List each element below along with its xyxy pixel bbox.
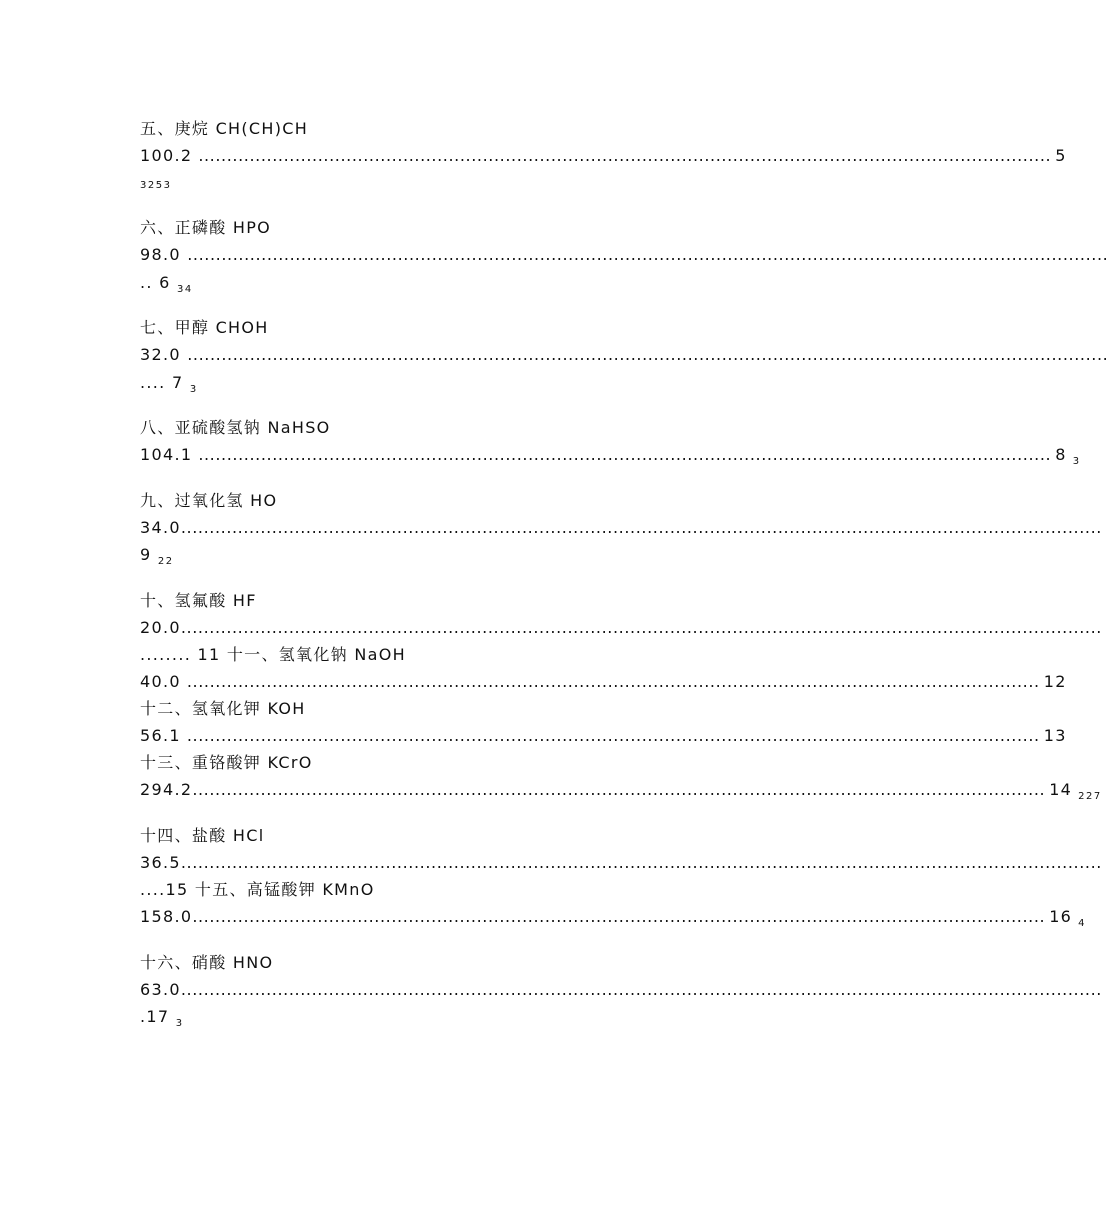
toc-leader-line[interactable] [140,245,1108,265]
toc-heading-8: 八、亚硫酸氢钠 NaHSO [140,418,331,437]
toc-page-number: 8 [1055,445,1067,464]
toc-page-number: 11 [197,645,221,664]
toc-page-number: 5 [1055,146,1067,165]
leader-dots: .... [140,880,166,899]
toc-value: 56.1 [140,726,181,745]
toc-leader-continuation[interactable] [140,880,375,900]
toc-page-number: 16 [1049,907,1073,926]
leader-dots: ...................................................................................................................................................... [192,907,1046,926]
leader-dots: ...................................................................................................................................................... [192,780,1046,799]
toc-heading-10: 十、氢氟酸 HF [140,591,257,610]
leader-dots: .... [140,373,166,392]
toc-leader-line[interactable] [140,618,1102,638]
toc-page-number: 13 [1043,726,1067,745]
leader-dots: .................................................................................................................................................................. [180,618,1102,637]
toc-leader-line[interactable] [140,345,1108,365]
leader-dots: ........ [140,645,192,664]
toc-page-number: 12 [1043,672,1067,691]
toc-value: 20.0 [140,618,181,637]
subscript-digits: 3253 [140,180,172,191]
subscript-digits: 3 [189,384,198,395]
leader-dots: .................................................................................................................................................................. [187,345,1108,364]
toc-leader-line[interactable] [140,780,1102,803]
toc-leader-continuation[interactable] [140,373,198,396]
toc-leader-line[interactable] [140,445,1081,468]
subscript-digits: 3 [1072,456,1081,467]
toc-heading-13: 十三、重铬酸钾 KCrO [140,753,313,772]
toc-value: 34.0 [140,518,181,537]
leader-dots: ...................................................................................................................................................... [198,445,1052,464]
toc-leader-line[interactable] [140,853,1102,873]
toc-heading-9: 九、过氧化氢 HO [140,491,278,510]
leader-dots: .................................................................................................................................................................. [180,980,1102,999]
toc-value: 100.2 [140,146,193,165]
subscript-digits: 4 [1078,918,1087,929]
toc-leader-line[interactable] [140,980,1102,1000]
toc-page-number: 15 [165,880,189,899]
toc-leader-continuation[interactable] [140,545,174,568]
toc-page-number: 9 [140,545,152,564]
toc-value: 40.0 [140,672,181,691]
toc-value: 98.0 [140,245,181,264]
toc-value: 294.2 [140,780,193,799]
toc-value: 158.0 [140,907,193,926]
toc-page-number: 7 [171,373,184,392]
toc-leader-line[interactable] [140,672,1067,692]
toc-leader-line[interactable] [140,907,1087,930]
leader-dots: ...................................................................................................................................................... [198,146,1052,165]
toc-page-number: 17 [146,1007,170,1026]
toc-heading-5: 五、庚烷 CH(CH)CH [140,119,309,138]
toc-leader-continuation[interactable] [140,1007,184,1030]
toc-heading-7: 七、甲醇 CHOH [140,318,269,337]
toc-leader-continuation[interactable] [140,645,406,665]
subscript-digits: 3 [175,1018,184,1029]
toc-value: 104.1 [140,445,193,464]
toc-heading-16: 十六、硝酸 HNO [140,953,274,972]
toc-heading-12: 十二、氢氧化钾 KOH [140,699,306,718]
leader-dots: .. [140,273,153,292]
toc-value: 36.5 [140,853,181,872]
subscript-digits: 227 [1078,791,1102,802]
toc-leader-continuation[interactable] [140,273,193,296]
toc-leader-line[interactable] [140,518,1102,538]
toc-heading-15: 十五、高锰酸钾 KMnO [194,880,375,899]
toc-page-number: 14 [1049,780,1073,799]
leader-dots: . [140,1007,147,1026]
leader-dots: ...................................................................................................................................................... [186,726,1040,745]
subscript-digits: 34 [177,284,193,295]
toc-leader-line[interactable] [140,726,1067,746]
toc-leader-line[interactable] [140,146,1067,166]
toc-heading-11: 十一、氢氧化钠 NaOH [226,645,406,664]
toc-heading-6: 六、正磷酸 HPO [140,218,272,237]
toc-heading-14: 十四、盐酸 HCl [140,826,265,845]
leader-dots: .................................................................................................................................................................. [180,853,1102,872]
leader-dots: ...................................................................................................................................................... [186,672,1040,691]
leader-dots: .................................................................................................................................................................. [180,518,1102,537]
subscript-digits: 22 [157,556,174,567]
leader-dots: .................................................................................................................................................................. [187,245,1108,264]
toc-page-number: 6 [159,273,171,292]
toc-value: 63.0 [140,980,181,999]
toc-value: 32.0 [140,345,181,364]
